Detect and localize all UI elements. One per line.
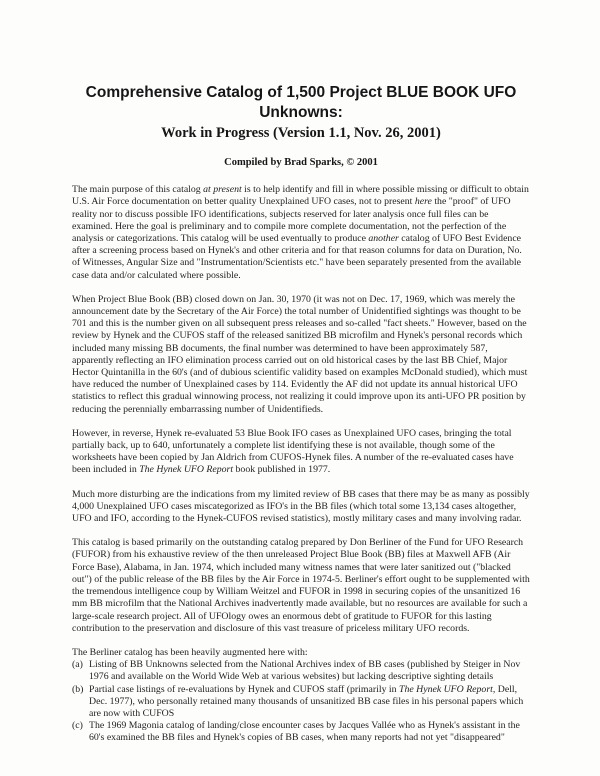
text-run: Much more disturbing are the indications from my limited review of BB cases that there may be as many as possibly 4,000 Unexplained UFO cases miscategorized as IFO's in the BB files (which total some 13,134 cases altogether, UFO and IFO, according to the Hynek-CUFOS revised statistics), mostly military cases and many involving radar. — [72, 488, 530, 525]
paragraph — [72, 184, 530, 282]
document-title-line2: Work in Progress (Version 1.1, Nov. 26, 2001) — [161, 125, 441, 141]
italic-text-run: another — [368, 233, 399, 245]
paragraphs — [72, 184, 530, 635]
text-run: the "proof" of UFO reality nor to discuss possible IFO identifications, subjects reserved for later analysis once full files can be examined. Here the goal is preliminary and to compile more complete documentation, not the perfection of the analysis or categorizations. This catalog will be used eventually to produce — [72, 196, 511, 245]
text-run: is to help identify and fill in where possible missing or difficult to obtain U.S. Air Force documentation on better quality Unexplained UFO cases, not to present — [72, 184, 529, 208]
italic-text-run: at present — [203, 184, 242, 196]
text-run: , Dell, Dec. 1977), who personally retained many thousands of unsanitized BB case files in his personal papers which are now with CUFOS — [89, 683, 524, 719]
list-intro: The Berliner catalog has been heavily augmented here with: — [72, 646, 308, 658]
text-run: The main purpose of this catalog — [72, 184, 204, 196]
text-run: Partial case listings of re-evaluations by Hynek and CUFOS staff (primarily in — [89, 683, 399, 695]
document-byline: Compiled by Brad Sparks, © 2001 — [224, 157, 378, 168]
text-run: When Project Blue Book (BB) closed down on Jan. 30, 1970 (it was not on Dec. 17, 1969, which was merely the announcement date by the Secretary of the Air Force) the total number of Unidentified sightings was thought to be 701 and this is the number given on all subsequent press releases and so-called "fact sheets." However, based on the review by Hynek and the CUFOS staff of the released sanitized BB microfilm and Hynek's personal records which included many missing BB documents, the final number was determined to have been approximately 587, apparently reflecting an IFO elimination process carried out on old historical cases by the last BB Chief, Major Hector Quintanilla in the 60's (and of dubious scientific validity based on examples McDonald studied), which must have reduced the number of Unexplained cases by 114. Evidently the AF did not update its annual historical UFO statistics to reflect this gradual winnowing process, not realizing it could improve upon its anti-UFO PR position by reducing the perennially embarrassing number of Unidentifieds. — [72, 293, 528, 415]
italic-text-run: The Hynek UFO Report — [139, 464, 234, 476]
italic-text-run: here — [414, 196, 432, 208]
text-run: This catalog is based primarily on the outstanding catalog prepared by Don Berliner of the Fund for UFO Research (FUFOR) from his exhaustive review of the then unreleased Project Blue Book (BB) files at Maxwell AFB (Air Force Base), Alabama, in Jan. 1974, which included many witness names that were later sanitized out ("blacked out") of the public release of the BB files by the Air Force in 1974-5. Berliner's effort ought to be supplemented with the tremendous intelligence coup by William Weitzel and FUFOR in 1998 in securing copies of the unsanitized 16 mm BB microfilm that the National Archives inadvertently made available, but no resources are available for such a large-scale research project. All of UFOlogy owes an enormous debt of gratitude to FUFOR for this lasting contribution to the preservation and disclosure of this vast treasure of priceless military UFO records. — [72, 537, 530, 634]
list-item-text — [89, 720, 530, 744]
list-item-marker: (b) — [72, 683, 84, 695]
document-title-line1: Comprehensive Catalog of 1,500 Project BLUE BOOK UFO Unknowns: — [85, 84, 517, 121]
paragraph — [72, 537, 530, 635]
text-run: However, in reverse, Hynek re-evaluated 53 Blue Book IFO cases as Unexplained UFO cases, bringing the total partially back, up to 640, unfortunately a complete list identifying these is not available, though some of the worksheets have been copied by Jan Aldrich from CUFOS-Hynek files. A number of the re-evaluated cases have been included in — [72, 427, 514, 476]
list-item-text — [89, 684, 530, 721]
list-item-text — [89, 659, 530, 683]
text-run: The 1969 Magonia catalog of landing/close encounter cases by Jacques Vallée who as Hynek's assistant in the 60's examined the BB files and Hynek's copies of BB cases, when many reports had not yet "disappeared" — [89, 720, 520, 744]
paragraph — [72, 294, 530, 416]
list-item-marker: (c) — [72, 720, 83, 732]
text-run: Listing of BB Unknowns selected from the National Archives index of BB cases (published by Steiger in Nov 1976 and available on the World Wide Web at various websites) but lacking descriptive sighting details — [89, 659, 521, 683]
text-run: catalog of UFO Best Evidence after a screening process based on Hynek's and other criteria and for that reason columns for data on Duration, No. of Witnesses, Angular Size and "Instrumentation/Scientists etc." have been separately presented from the available case data and/or calculated where possible. — [72, 233, 522, 281]
paragraph — [72, 489, 530, 526]
text-run: book published in 1977. — [233, 464, 331, 476]
augmented-list — [72, 659, 530, 744]
list-item — [72, 720, 530, 744]
list-item — [72, 659, 530, 683]
italic-text-run: The Hynek UFO Report — [399, 683, 493, 695]
paragraph — [72, 428, 530, 477]
list-item — [72, 684, 530, 721]
list-item-marker: (a) — [72, 659, 83, 671]
